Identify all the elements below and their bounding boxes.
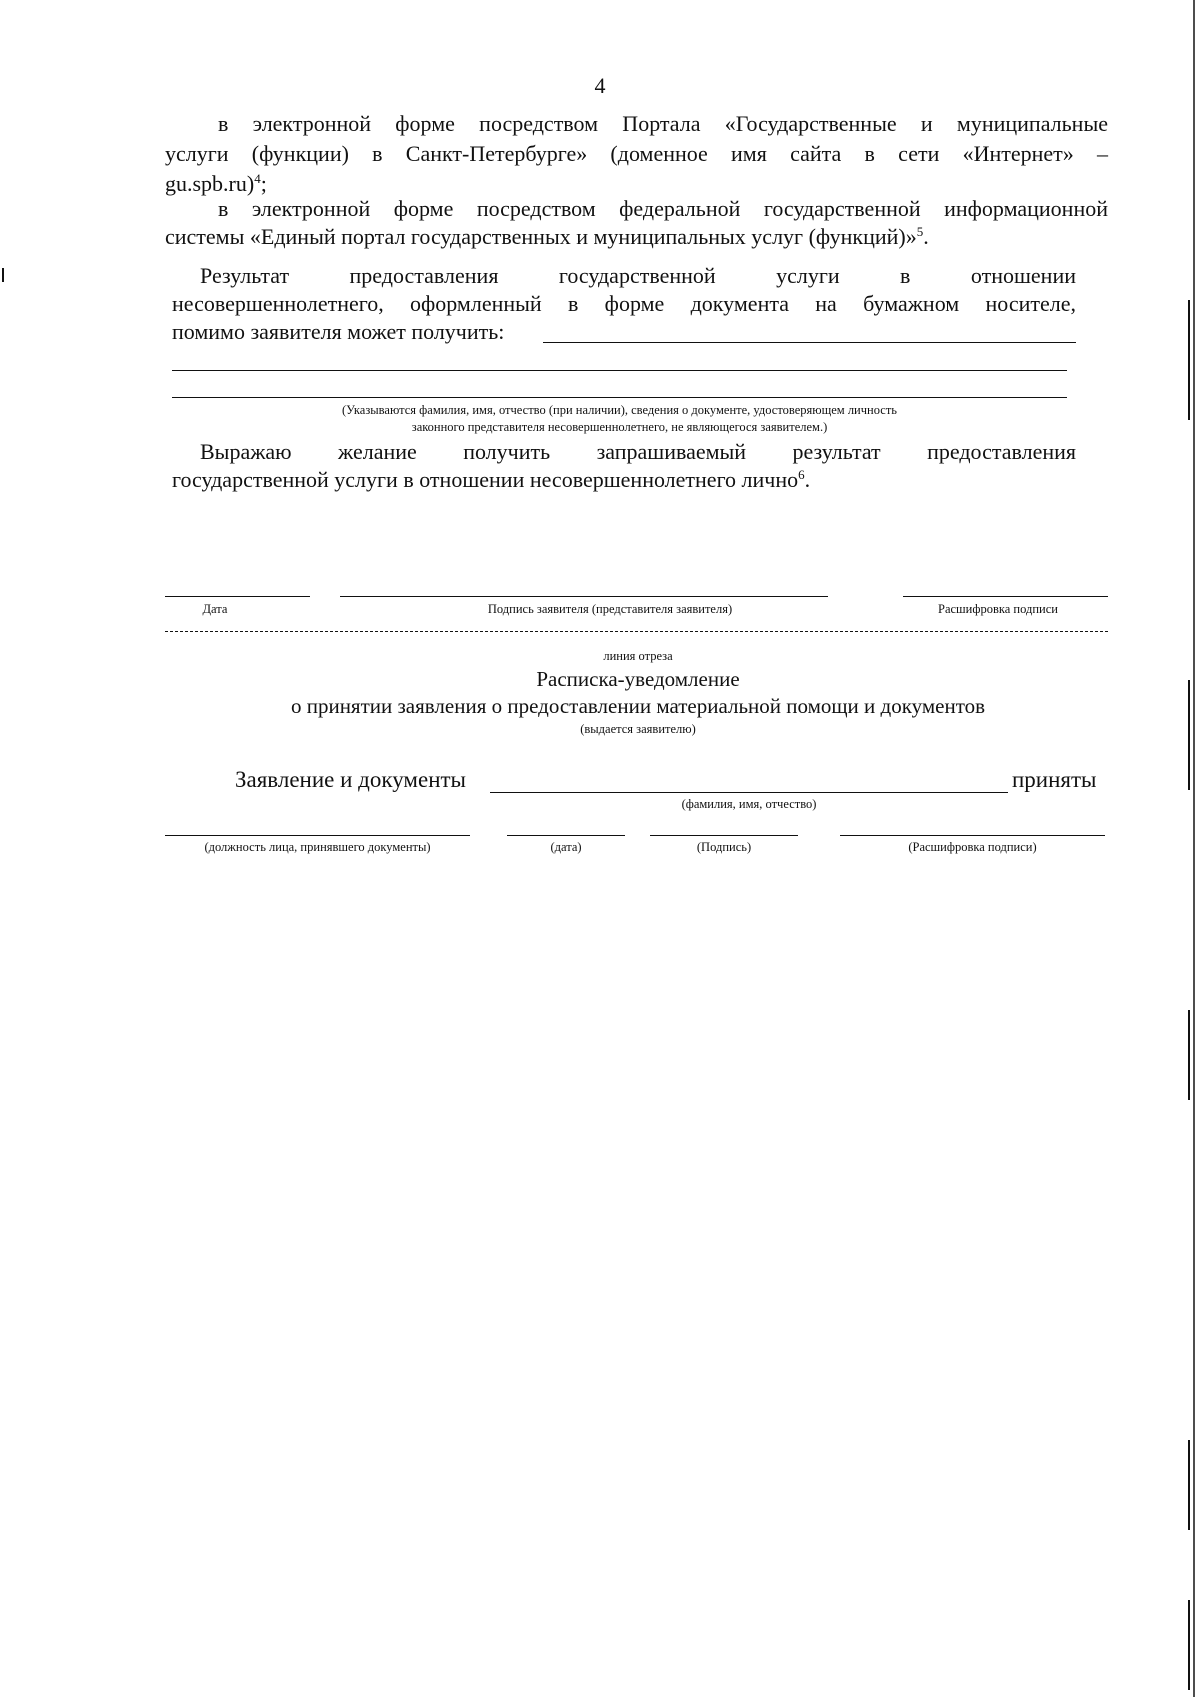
footnote-ref-4: 4 (254, 171, 261, 186)
decode-label: Расшифровка подписи (938, 602, 1058, 616)
date-label: Дата (202, 602, 228, 616)
cut-line (165, 631, 1108, 632)
recipient-note-line1: (Указываются фамилия, имя, отчество (при наличии), сведения о документе, удостоверяющем личность (342, 403, 897, 417)
scan-edge-mark-2 (1188, 680, 1190, 790)
position-field-line[interactable] (165, 835, 470, 836)
scan-edge-mark-4 (1188, 1440, 1190, 1530)
recipient-note-line2: законного представителя несовершеннолетнего, не являющегося заявителем.) (411, 420, 828, 434)
wish-para-line2-end: . (804, 467, 811, 492)
epgu-para-line1: в электронной форме посредством федеральной государственной информационной (218, 196, 1108, 221)
receipt-title: Расписка-уведомление (536, 667, 740, 691)
epgu-para-line2 (165, 223, 929, 251)
result-para-line3: помимо заявителя может получить: (172, 319, 505, 344)
receipt-date-label: (дата) (550, 840, 582, 854)
wish-para-line2 (172, 466, 810, 494)
receipt-decode-label: (Расшифровка подписи) (908, 840, 1037, 854)
portal-para-line3-end: ; (260, 171, 267, 196)
receipt-decode-field-line[interactable] (840, 835, 1105, 836)
footnote-ref-5: 5 (916, 224, 924, 239)
position-label: (должность лица, принявшего документы) (204, 840, 431, 854)
portal-para-line2: услуги (функции) в Санкт-Петербурге» (доменное имя сайта в сети «Интернет» – (165, 141, 1108, 166)
footnote-ref-6: 6 (798, 467, 805, 482)
receipt-signature-label: (Подпись) (696, 840, 752, 854)
wish-para-line2-text: государственной услуги в отношении несовершеннолетнего лично (172, 467, 799, 492)
recipient-field-line-2[interactable] (172, 370, 1067, 371)
decode-field-line[interactable] (903, 596, 1108, 597)
scan-edge-right (1193, 0, 1195, 1697)
scan-edge-left-mark (2, 268, 4, 282)
recipient-field-line-3[interactable] (172, 397, 1067, 398)
result-para-line1: Результат предоставления государственной услуги в отношении (200, 263, 1076, 288)
receipt-subtitle: о принятии заявления о предоставлении материальной помощи и документов (290, 694, 986, 718)
epgu-para-line2-end: . (923, 224, 929, 249)
receipt-signature-field-line[interactable] (650, 835, 798, 836)
signature-label: Подпись заявителя (представителя заявителя) (487, 602, 733, 616)
receipt-date-field-line[interactable] (507, 835, 625, 836)
portal-para-line1: в электронной форме посредством Портала «Государственные и муниципальные (218, 111, 1108, 136)
page-number: 4 (594, 73, 606, 98)
scan-edge-mark-5 (1188, 1600, 1190, 1690)
recipient-field-line-1[interactable] (543, 342, 1076, 343)
wish-para-line1: Выражаю желание получить запрашиваемый результат предоставления (200, 439, 1076, 464)
result-para-line2: несовершеннолетнего, оформленный в форме документа на бумажном носителе, (172, 291, 1076, 316)
epgu-para-line2-text: системы «Единый портал государственных и муниципальных услуг (функций)» (165, 224, 917, 249)
portal-para-line3 (165, 170, 267, 198)
signature-field-line[interactable] (340, 596, 828, 597)
accepted-prefix: Заявление и документы (235, 767, 467, 792)
cut-line-label: линия отреза (603, 649, 673, 663)
fio-note: (фамилия, имя, отчество) (681, 797, 817, 811)
applicant-fio-field-line[interactable] (490, 792, 1008, 793)
receipt-issued-note: (выдается заявителю) (580, 722, 696, 736)
scan-edge-mark-3 (1188, 1010, 1190, 1100)
scan-edge-mark-1 (1188, 300, 1190, 420)
portal-domain-text: gu.spb.ru) (165, 171, 255, 196)
date-field-line[interactable] (165, 596, 310, 597)
accepted-suffix: приняты (1012, 767, 1097, 792)
